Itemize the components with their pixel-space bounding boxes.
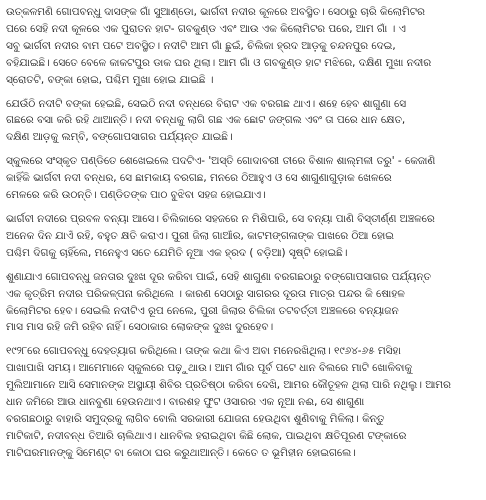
paragraph-1: [6, 4, 480, 89]
text-line: ସ୍କୁଲରେ ସଂସ୍କୃତ ପଣ୍ଡିତେ ଶେଖେଇଲେ ପଦଟିଏ- 'ଅସ୍ତି ଗୋଦାବରୀ ତୀରେ ବିଶାଳ ଶାଲ୍ମଳୀ ତରୁ' - କେଜାଣି: [6, 155, 436, 168]
text-line: ଯେଉଁଠି ନଦୀଟି ବଙ୍କା ହେଇଛି, ସେଇଠି ନଦୀ ବନ୍ଧରେ ବିରାଟ ଏକ ବରଗଛ ଥାଏ। ଶହେ ହେବ ଶାଗୁଣା ସେ: [6, 97, 407, 110]
paragraph-4: [6, 211, 480, 262]
text-line: ଦକ୍ଷିଣ ଆଡ଼କୁ ଲମ୍ବି, ବଙ୍ଗୋପସାଗର ପର୍ଯ୍ୟନ୍ତ ଯାଇଛି।: [6, 131, 233, 144]
text-line: ମାସ ମାସ ରହି ଜମି ରହିବ ନାହିଁ। ସେଠାକାର ଲୋକଙ୍କ ଦୁଃଖ ଦୁରହେବ।: [6, 321, 274, 334]
text-line: ଗଛରେ ବସା କରି ରହି ଥାଆନ୍ତି। ନଦୀ ବନ୍ଧକୁ ଲାଗି ଗଛ ଏକ ଛୋଟ ଜଙ୍ଗଲ ଏବଂ ତା ପରେ ଧାନ କ୍ଷେତ,: [6, 114, 406, 127]
text-line: ଏକ କୃତ୍ରିମ ନଦୀର ପରିକଳ୍ପନା କରିଥିଲେ । କାରଣ ସେଠାରୁ ସାଗରର ଦୂରତା ମାତ୍ର ପନ୍ଦର କି ଷୋହଳ: [6, 287, 405, 300]
paragraph-5: [6, 269, 480, 337]
text-line: ସବୁ ଭାର୍ଗବୀ ନଦୀର ବାମ ପଟେ ଅବସ୍ଥିତ। ନଦୀଟି ଆମ ଗାଁ ଛୁଇଁ, ଚିଲିକା ହ୍ରଦ ଆଡ଼କୁ ଚନ୍ଦନପୁର ଦେଇ,: [6, 39, 396, 52]
text-line: କିଲୋମିଟର ହେବ। ସେଇଲି ନଦୀଟିଏ ରୂପ ନେଲେ, ପୁରୀ ଜିଲାର ଚିଲିକା ତଟବର୍ତ୍ତୀ ଅଞ୍ଚଳରେ ବନ୍ୟାଜନ: [6, 304, 399, 317]
text-line: ମାଟିଘରମାନଙ୍କୁ ସିମେଣ୍ଟ ବା କୋଠା ଘର କରୁଥାଆନ୍ତି। କେତେ ତ ଭୂମିହୀନ ହୋଇଗଲେ।: [6, 446, 356, 459]
text-line: ଅନେକ ଦିନ ଯାଏଁ ରହି, ବହୁତ କ୍ଷତି କରାଏ। ପୁରୀ ଜିଲା ଗାଆଁର, କାଟମଙ୍ଗଳାଙ୍କ ପାଖରେ ଠିଆ ହୋଇ: [6, 229, 394, 242]
text-line: ସ୍ରୋତଟି, ବଙ୍କା ହୋଇ, ପଶ୍ଚିମ ମୁଖା ହୋଇ ଯାଇଛି ।: [6, 73, 214, 86]
text-line: ଶୁଣାଯାଏ ଗୋପବନ୍ଧୁ ଜନତାର ଦୁଃଖ ଦୂର କରିବା ପାଇଁ, ସେହି ଶାଗୁଣା ବରଗଛଠାରୁ ବଙ୍ଗୋପସାଗର ପର୍ଯ୍ୟନ୍ତ: [6, 270, 431, 283]
text-line: ୧୯୨୮ରେ ଗୋପବନ୍ଧୁ ଦେହତ୍ୟାଗ କରିଥିଲେ। ତାଙ୍କ କଥା କିଏ ଅବା ମନେରଖିଥିଲା। ୧୯୬୪-୬୫ ମସିହା: [6, 345, 401, 358]
text-line: ମାଟିକାଟି, ନଦୀବନ୍ଧ ତିଆରି ଚାଲିଥାଏ। ଧାନବିଲ ହରାଇଥିବା କିଛି ଲୋକ, ପାଇଥିବା କ୍ଷତିପୂରଣ ଟଙ୍କାରେ: [6, 429, 407, 442]
text-line: କାହିଁକି ଭାର୍ଗବୀ ନଦୀ ବନ୍ଧର, ସେ ଛାମକାୟ ବରଗଛ, ମନରେ ଠିଆହୁଏ ଓ ସେ ଶାଗୁଣାଗୁଡ଼ାକ ଖେଳରେ: [6, 172, 392, 185]
paragraph-6: [6, 343, 480, 461]
text-line: ମୁଲିଆମାନେ ଆସି ସେମାନଙ୍କ ଅସ୍ଥାୟୀ ଶିବିର ପ୍ରତିଷ୍ଠା କରିବା ଦେଖି, ଆମର କୌତୂହଳ ଥିଲା ପାରି ନଥିଲୁ। ଆମର: [6, 379, 451, 392]
text-line: ପରେ ସେହି ନଦୀ କୂଳରେ ଏକ ପୁରାତନ ହାଟ- ଗବକୁଣ୍ଡ ଏବଂ ଆଉ ଏକ କିଲୋମିଟର ପରେ, ଆମ ଗାଁ । ଏ: [6, 22, 406, 35]
text-line: ପାଖାପାଖି ସମୟ। ଆମେମାନେ ସ୍କୁଲରେ ପଢ଼ୁଥାଉ। ଆମ ଗାଁର ପୂର୍ବ ପଟେ ଧାନ ବିଲରେ ମାଟି ଖୋଳିବାକୁ: [6, 362, 413, 375]
paragraph-2: [6, 96, 480, 147]
text-line: ଭାର୍ଗବୀ ନଦୀରେ ପ୍ରବଳ ବନ୍ୟା ଆସେ। ଚିଲିକାରେ ସହଜରେ ନ ମିଶିପାରି, ସେ ବନ୍ୟା ପାଣି ବିସ୍ତୀର୍ଣ୍ଣ ଅଞ୍ଚଳରେ: [6, 212, 435, 225]
paragraph-3: [6, 153, 480, 204]
text-line: ଉତ୍କଳମଣି ଗୋପବନ୍ଧୁ ଦାସଙ୍କ ଗାଁ ସୁଆଣ୍ଡୋ, ଭାର୍ଗବୀ ନଦୀର କୂଳରେ ଅବସ୍ଥିତ। ସେଠାରୁ ଚାରି କିଲୋମିଟର: [6, 6, 425, 18]
text-line: ମେଳରେ କରି ଉଠନ୍ତି। ପଣ୍ଡିତଙ୍କ ପାଠ ବୁଝିବା ସହଜ ହୋଇଯାଏ।: [6, 189, 266, 202]
text-line: ବହିଯାଇଛି। ସେତେ ବେଳେ କାକଟପୁର ଡାକ ଘର ଥିଲା। ଆମ ଗାଁ ଓ ଗବକୁଣ୍ଡ ହାଟ ମଝିରେ, ଦକ୍ଷିଣ ମୁଖା ନଦୀର: [6, 56, 432, 69]
text-line: ଧାନ ଜମିରେ ଆଉ ଧାନବୁଣା ହେଉନଥାଏ। ବାରଶହ ଫୁଟ ଓସାରର ଏକ ନୂଆ ନଈ, ସେ ଶାଗୁଣା: [6, 396, 365, 409]
text-line: ପଶ୍ଚିମ ଦିଗକୁ ଚାହିଁଲେ, ମନେହୁଏ ସତେ ଯେମିତି ନୂଆ ଏକ ହ୍ରଦ ( ବଡ଼ିଆ) ସୃଷ୍ଟି ହୋଇଛି।: [6, 246, 348, 259]
text-line: ବରଗଛଠାରୁ ବାହାରି ସମୁଦ୍ରକୁ ଲାଗିବ ବୋଲି ସରକାରୀ ଯୋଜନା ହେଉଥିବା ଶୁଣିବାକୁ ମିଳିଲା। କିନ୍ତୁ: [6, 412, 385, 425]
